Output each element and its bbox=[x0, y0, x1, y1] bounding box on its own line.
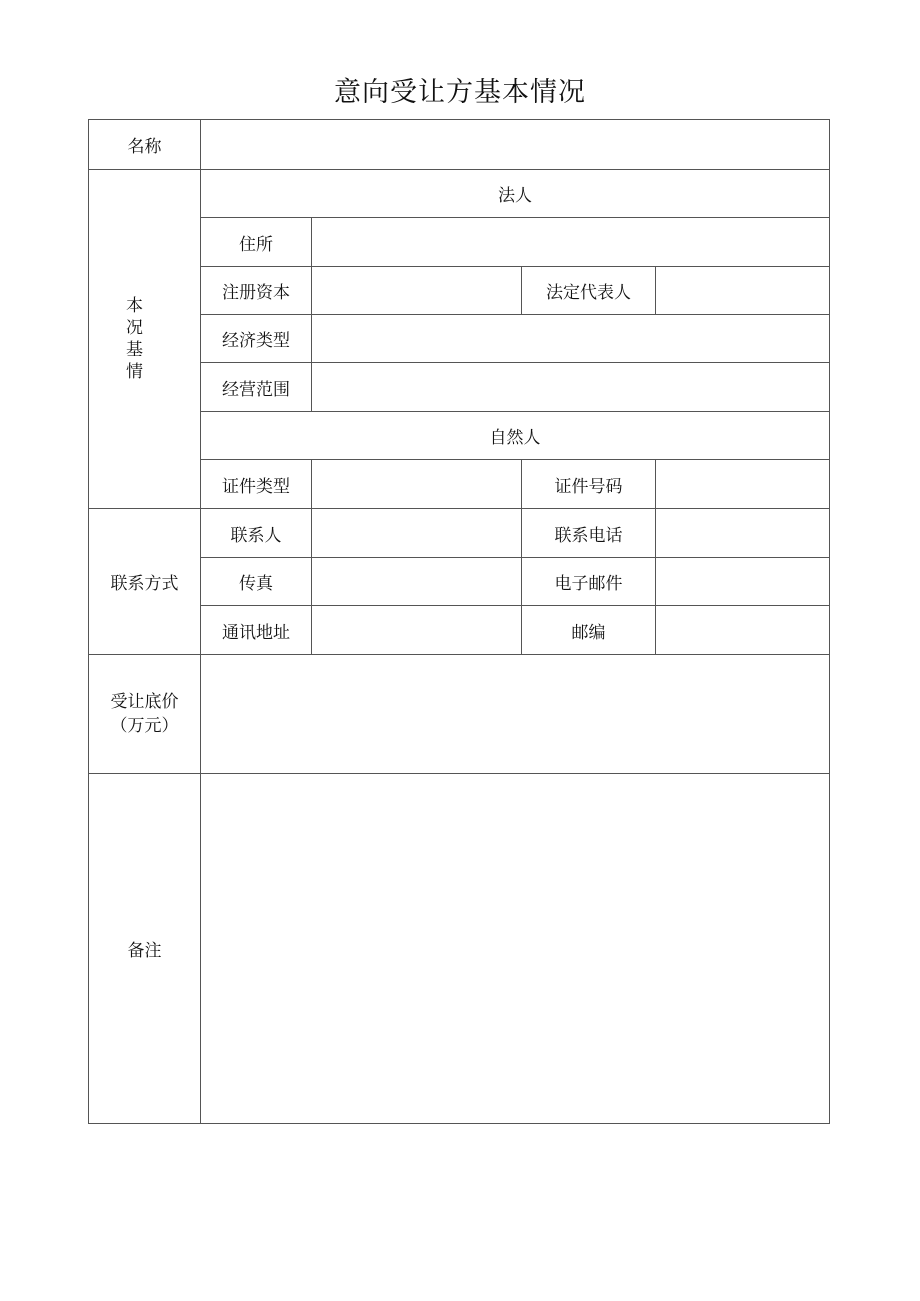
label-economic-type: 经济类型 bbox=[201, 315, 312, 363]
transferee-info-table bbox=[88, 119, 830, 1124]
field-registered-capital[interactable] bbox=[312, 267, 522, 315]
row-address bbox=[89, 218, 830, 267]
label-fax: 传真 bbox=[201, 558, 312, 606]
field-address[interactable] bbox=[312, 218, 830, 267]
label-basic-info bbox=[89, 170, 201, 509]
label-name: 名称 bbox=[89, 120, 201, 170]
field-contact-person[interactable] bbox=[312, 509, 522, 558]
label-mailing-address: 通讯地址 bbox=[201, 606, 312, 655]
label-reserve-price bbox=[89, 655, 201, 774]
row-capital bbox=[89, 267, 830, 315]
label-legal-representative: 法定代表人 bbox=[522, 267, 656, 315]
field-mailing-address[interactable] bbox=[312, 606, 522, 655]
row-contact-person bbox=[89, 509, 830, 558]
label-address: 住所 bbox=[201, 218, 312, 267]
field-email[interactable] bbox=[656, 558, 830, 606]
section-legal-person: 法人 bbox=[201, 170, 830, 218]
row-fax bbox=[89, 558, 830, 606]
row-economic-type bbox=[89, 315, 830, 363]
row-name bbox=[89, 120, 830, 170]
label-contact-phone: 联系电话 bbox=[522, 509, 656, 558]
field-economic-type[interactable] bbox=[312, 315, 830, 363]
label-business-scope: 经营范围 bbox=[201, 363, 312, 412]
field-name[interactable] bbox=[201, 120, 830, 170]
field-id-number[interactable] bbox=[656, 460, 830, 509]
label-id-number: 证件号码 bbox=[522, 460, 656, 509]
label-remarks: 备注 bbox=[89, 774, 201, 1124]
label-postcode: 邮编 bbox=[522, 606, 656, 655]
field-business-scope[interactable] bbox=[312, 363, 830, 412]
label-email: 电子邮件 bbox=[522, 558, 656, 606]
section-natural-person: 自然人 bbox=[201, 412, 830, 460]
reserve-price-label-line2: （万元） bbox=[110, 716, 179, 736]
row-natural-person-header bbox=[89, 412, 830, 460]
field-postcode[interactable] bbox=[656, 606, 830, 655]
label-contact-person: 联系人 bbox=[201, 509, 312, 558]
row-business-scope bbox=[89, 363, 830, 412]
field-id-type[interactable] bbox=[312, 460, 522, 509]
field-fax[interactable] bbox=[312, 558, 522, 606]
row-reserve-price bbox=[89, 655, 830, 774]
label-registered-capital: 注册资本 bbox=[201, 267, 312, 315]
label-contact-method: 联系方式 bbox=[89, 509, 201, 655]
field-contact-phone[interactable] bbox=[656, 509, 830, 558]
label-id-type: 证件类型 bbox=[201, 460, 312, 509]
row-remarks bbox=[89, 774, 830, 1124]
field-reserve-price[interactable] bbox=[201, 655, 830, 774]
field-legal-representative[interactable] bbox=[656, 267, 830, 315]
row-mailing-address bbox=[89, 606, 830, 655]
page-title: 意向受让方基本情况 bbox=[334, 77, 586, 108]
basic-info-vertical-label: 本况基情 bbox=[126, 296, 143, 382]
reserve-price-label-line1: 受让底价 bbox=[110, 692, 179, 712]
row-legal-person-header bbox=[89, 170, 830, 218]
field-remarks[interactable] bbox=[201, 774, 830, 1124]
row-id bbox=[89, 460, 830, 509]
